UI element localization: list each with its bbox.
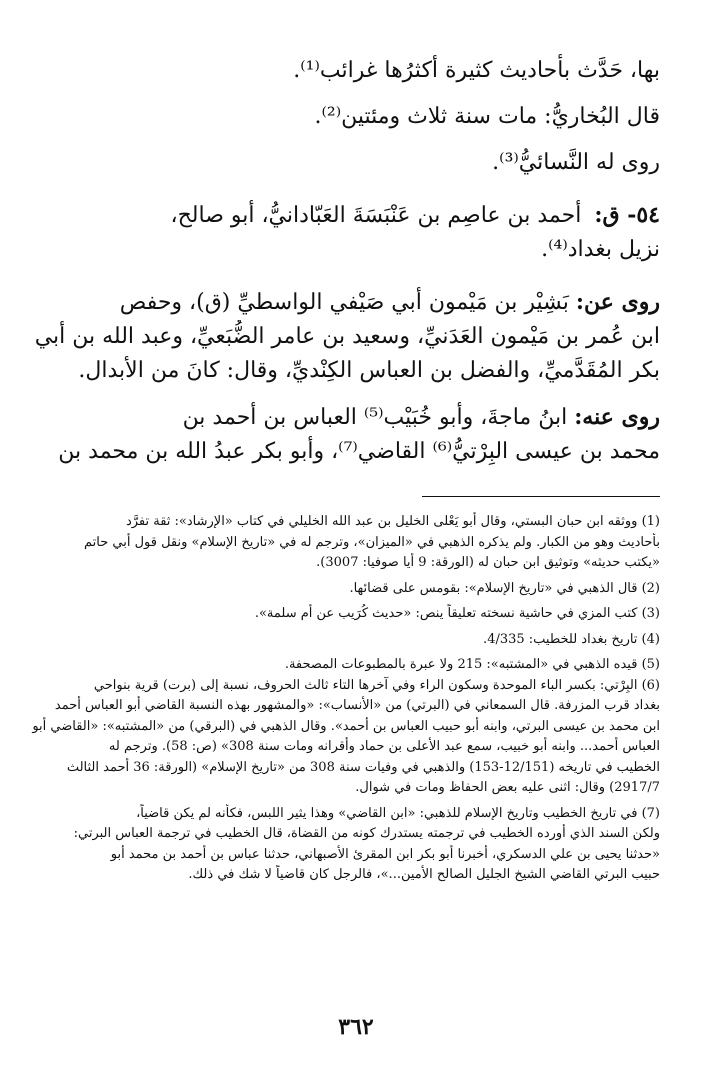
text-line: بها، حَدَّث بأحاديث كثيرة أكثرُها غرائب⁽¹⁾. (293, 58, 660, 83)
text-line: بكر المُقَدَّميِّ، والفضل بن العباس الكِنْديِّ، وقال: كانَ من الأبدال. (78, 358, 660, 383)
rawa-an-label: روى عن: (575, 289, 660, 315)
footnote-line: 2917/7) وقال: اثنى عليه بعض الحفاظ ومات في شوال. (355, 780, 660, 795)
footnote-separator (422, 496, 660, 497)
page-number: ٣٦٢ (338, 1014, 374, 1040)
footnote-line: ولكن السند الذي أورده الخطيب في ترجمته يستدرك كونه من القضاة، قال الخطيب في ترجمة العباس البرتي: (73, 826, 660, 841)
text-segment: بَشِيْر بن مَيْمون أبي صَيْفي الواسطيِّ (ق)، وحفص (119, 290, 569, 315)
entry-name: أحمد بن عاصِم بن عَنْبَسَةَ العَبّادانيُّ، أبو صالح، (170, 203, 582, 228)
footnote-line: بأحاديث وهو من الكبار. ولم يذكره الذهبي في «الميزان»، وترجم له في «تاريخ الإسلام» ونقل قول أبي حاتم (83, 534, 660, 550)
text-line: نزيل بغداد⁽⁴⁾. (541, 237, 660, 262)
text-line: روى له النَّسائيُّ⁽³⁾. (492, 150, 660, 175)
footnote-line: (3) كتب المزي في حاشية نسخته تعليقاً ينص: «حديث كُرَيب عن أم سلمة». (254, 606, 660, 621)
footnote-line: (7) في تاريخ الخطيب وتاريخ الإسلام للذهبي: «ابن القاضي» وهذا يثير اللبس، فكأنه لم يكن قاضياً، (136, 805, 660, 821)
text-line: قال البُخاريُّ: مات سنة ثلاث ومئتين⁽²⁾. (314, 104, 660, 129)
text-line: محمد بن عيسى البِرْتيُّ⁽⁶⁾ القاضي⁽⁷⁾، وأبو بكر عبدُ الله بن محمد بن (58, 439, 660, 464)
footnote-line: ابن محمد بن عيسى البرتي، وابنه أبو حبيب العباس بن أحمد». وقال الذهبي في (البرقي) من «المشتبه»: «القاضي أبو (32, 718, 660, 734)
entry-number: ٥٤- ق: (594, 202, 660, 228)
text-line: ابن عُمر بن مَيْمون العَدَنيِّ، وسعيد بن عامر الضُّبَعيِّ، وعبد الله بن أبي (34, 324, 660, 349)
footnote-line: (1) ووثقه ابن حبان البستي، وقال أبو يَعْلى الخليل بن عبد الله الخليلي في كتاب «الإرشاد»: ثقة تفرَّد (125, 514, 660, 529)
footnotes (30, 512, 660, 886)
footnote-line: (6) البِرْتي: بكسر الباء الموحدة وسكون الراء وفي آخرها التاء ثالث الحروف، نسبة إلى (برت) قرية بنواحي (93, 677, 660, 693)
footnote-line: العباس أحمد... وابنه أبو خبيب، سمع عبد الأعلى بن حماد وأقرانه ومات سنة 308» (ص: 58). وترجم له (108, 739, 660, 754)
rawa-anhu-line (28, 400, 660, 435)
rawa-an-line (28, 285, 660, 320)
text-segment: ابنُ ماجةَ، وأبو خُبَيْب⁽⁵⁾ العباس بن أحمد بن (182, 405, 568, 430)
footnote-line: «حدثنا يحيى بن علي الدسكري، أخبرنا أبو بكر ابن المقرئ الأصبهاني، حدثنا عباس بن أحمد بن محمد أبو (110, 846, 660, 862)
footnote-line: حبيب البرتي القاضي الشيخ الجليل الصالح الأمين...»، فالرجل كان قاضياً لا شك في ذلك. (188, 867, 660, 882)
footnote-line: بغداد قرب المزرفة. قال السمعاني في (البرتي) من «الأنساب»: «والمشهور بهذه النسبة القاضي أبو العباس أحمد (54, 698, 660, 713)
main-text (28, 54, 660, 469)
footnote-line: (4) تاريخ بغداد للخطيب: 4/335. (483, 631, 660, 647)
rawa-anhu-label: روى عنه: (574, 404, 660, 430)
footnote-line: (5) قيده الذهبي في «المشتبه»: 215 ولا عبرة بالمطبوعات المصحفة. (284, 657, 660, 672)
footnote-line: الخطيب في تاريخه (12/151-153) والذهبي في وفيات سنة 308 من «تاريخ الإسلام» (الورقة: 36 أحمد الثالث (66, 759, 660, 775)
footnote-line: «يكتب حديثه» وتوثيق ابن حبان له (الورقة: 9 أيا صوفيا: 3007). (316, 555, 660, 570)
footnote-line: (2) قال الذهبي في «تاريخ الإسلام»: بقومس على قضائها. (349, 580, 660, 596)
entry-heading-line (28, 198, 660, 233)
